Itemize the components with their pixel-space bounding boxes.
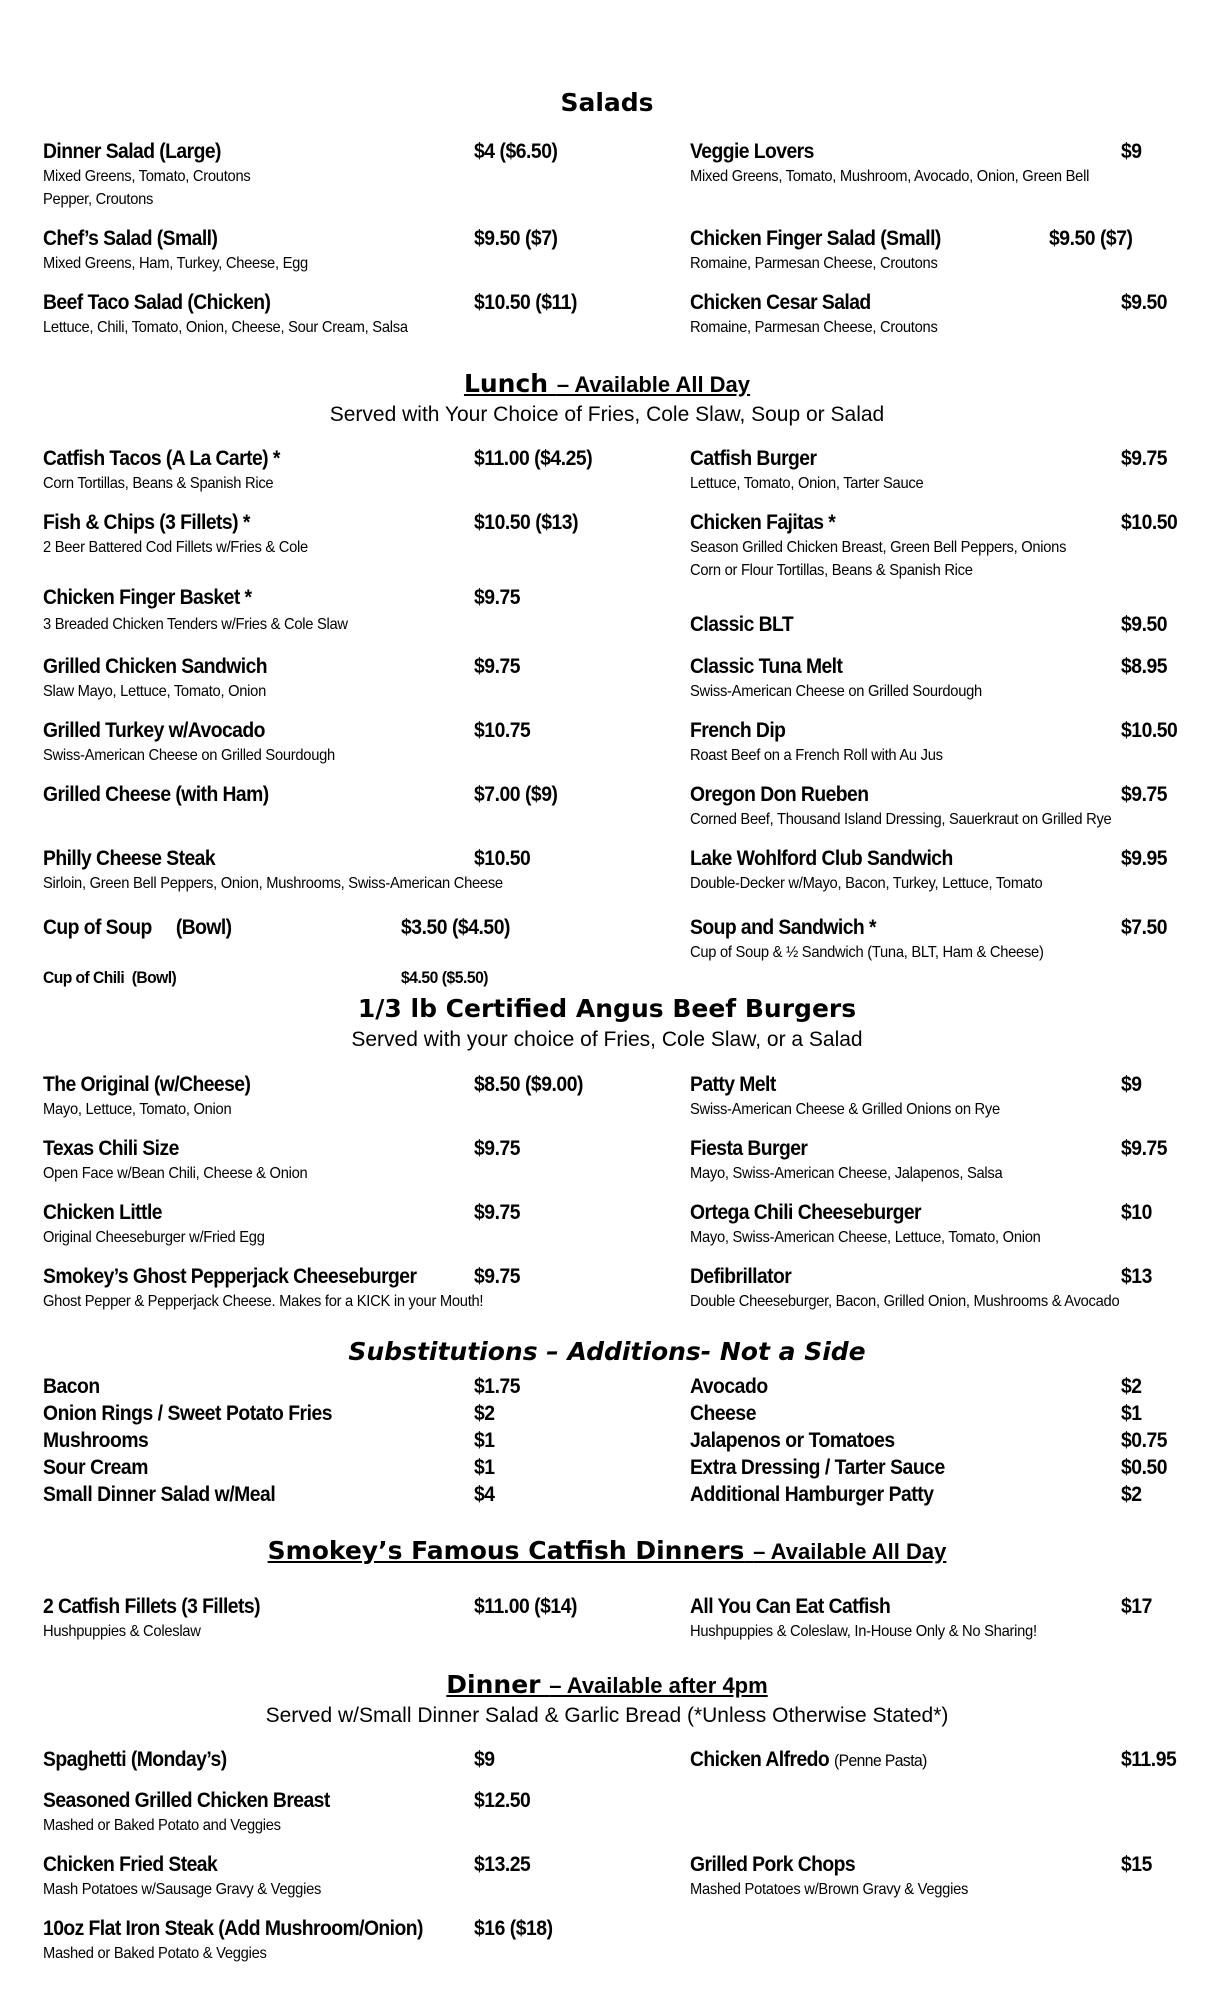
- item-price: $9.50 ($7): [1049, 227, 1133, 250]
- item-price: $10.50 ($13): [474, 511, 579, 534]
- item-name: Lake Wohlford Club Sandwich: [690, 847, 953, 870]
- item-name: Beef Taco Salad (Chicken): [43, 291, 271, 314]
- item-price: $12.50: [474, 1789, 531, 1812]
- sub-price: $1: [474, 1429, 495, 1452]
- menu-item-grilled-chicken-sandwich: [43, 654, 287, 703]
- item-name: Chicken Little: [43, 1201, 162, 1224]
- item-price: $9: [1121, 140, 1142, 163]
- menu-item-grilled-turkey-avocado: [43, 718, 360, 767]
- sub-price: $2: [1121, 1375, 1142, 1398]
- item-name: Chicken Finger Basket *: [43, 586, 252, 609]
- item-desc: Roast Beef on a French Roll with Au Jus: [690, 747, 943, 764]
- item-price: $17: [1121, 1595, 1152, 1618]
- item-name: French Dip: [690, 719, 786, 742]
- item-name: [690, 1747, 927, 1774]
- item-price: $7.50: [1121, 916, 1168, 939]
- item-price: $9.95: [1121, 847, 1168, 870]
- item-name: Seasoned Grilled Chicken Breast: [43, 1789, 330, 1812]
- item-price: $9.75: [474, 1265, 521, 1288]
- item-name: Spaghetti (Monday’s): [43, 1748, 227, 1771]
- menu-item-oregon-don-rueben: [690, 782, 1148, 831]
- menu-item-catfish-tacos: [43, 446, 300, 495]
- item-name: Cup of Chili (Bowl): [43, 968, 177, 987]
- item-desc: Hushpuppies & Coleslaw, In-House Only & No Sharing!: [690, 1623, 1037, 1640]
- sub-price: $2: [474, 1402, 495, 1425]
- menu-item-chicken-alfredo: [690, 1747, 947, 1774]
- dinner-subtitle: Served w/Small Dinner Salad & Garlic Bread (*Unless Otherwise Stated*): [265, 1704, 949, 1727]
- item-desc: Mash Potatoes w/Sausage Gravy & Veggies: [43, 1881, 322, 1898]
- item-name: 10oz Flat Iron Steak (Add Mushroom/Onion): [43, 1917, 423, 1940]
- sub-price: $1: [1121, 1402, 1142, 1425]
- item-desc: Lettuce, Tomato, Onion, Tarter Sauce: [690, 475, 924, 492]
- item-price: $11.00 ($4.25): [474, 447, 593, 470]
- menu-item-grilled-cheese: [43, 782, 288, 808]
- menu-item-chicken-cesar-salad: [690, 290, 959, 339]
- item-desc: Swiss-American Cheese on Grilled Sourdough: [690, 683, 982, 700]
- item-name: Chicken Fried Steak: [43, 1853, 218, 1876]
- menu-item-french-dip: [690, 718, 965, 767]
- menu-item-lake-wohlford-club: [690, 846, 1073, 895]
- item-price: $7.00 ($9): [474, 783, 558, 806]
- item-name: Catfish Burger: [690, 447, 817, 470]
- item-price: $9.50: [1121, 291, 1168, 314]
- menu-item-defibrillator: [690, 1264, 1157, 1313]
- item-price: $9.75: [474, 1137, 521, 1160]
- item-desc: Mayo, Lettuce, Tomato, Onion: [43, 1101, 232, 1118]
- item-name: Soup and Sandwich *: [690, 916, 876, 939]
- item-price: $9.75: [474, 586, 521, 609]
- menu-item-grilled-pork-chops: [690, 1852, 992, 1901]
- item-desc: Slaw Mayo, Lettuce, Tomato, Onion: [43, 683, 266, 700]
- menu-item-catfish-fillets: [43, 1594, 279, 1643]
- item-name: Ortega Chili Cheeseburger: [690, 1201, 921, 1224]
- item-name: Philly Cheese Steak: [43, 847, 216, 870]
- item-name: Catfish Tacos (A La Carte) *: [43, 447, 280, 470]
- sub-price: $1: [474, 1456, 495, 1479]
- substitutions-heading: Substitutions – Additions- Not a Side: [348, 1337, 866, 1366]
- catfish-title: Smokey’s Famous Catfish Dinners: [267, 1536, 745, 1565]
- item-desc: Pepper, Croutons: [43, 191, 154, 208]
- item-price: $9.50 ($7): [474, 227, 558, 250]
- item-name: Dinner Salad (Large): [43, 140, 221, 163]
- item-name: Oregon Don Rueben: [690, 783, 869, 806]
- item-name: Cup of Soup (Bowl): [43, 916, 232, 939]
- item-price: $10: [1121, 1201, 1152, 1224]
- sub-name: Avocado: [690, 1375, 768, 1398]
- menu-item-ghost-pepperjack: [43, 1264, 522, 1313]
- item-desc: Mashed or Baked Potato & Veggies: [43, 1945, 267, 1962]
- sub-name: Additional Hamburger Patty: [690, 1483, 934, 1506]
- menu-item-grilled-chicken-breast: [43, 1788, 355, 1837]
- item-desc: Romaine, Parmesan Cheese, Croutons: [690, 319, 938, 336]
- menu-item-chicken-little: [43, 1200, 284, 1249]
- item-price: $9.75: [1121, 1137, 1168, 1160]
- item-name: Smokey’s Ghost Pepperjack Cheeseburger: [43, 1265, 417, 1288]
- item-price: $3.50 ($4.50): [401, 916, 510, 939]
- sub-name: Sour Cream: [43, 1456, 148, 1479]
- sub-name: Cheese: [690, 1402, 756, 1425]
- sub-name: Bacon: [43, 1375, 100, 1398]
- item-desc: Ghost Pepper & Pepperjack Cheese. Makes for a KICK in your Mouth!: [43, 1293, 484, 1310]
- menu-item-chefs-salad: [43, 226, 331, 275]
- item-desc: Hushpuppies & Coleslaw: [43, 1623, 201, 1640]
- item-desc: Open Face w/Bean Chili, Cheese & Onion: [43, 1165, 308, 1182]
- item-name: Veggie Lovers: [690, 140, 814, 163]
- menu-item-all-you-can-eat-catfish: [690, 1594, 1067, 1643]
- item-name: Chef’s Salad (Small): [43, 227, 218, 250]
- menu-item-soup-and-sandwich: [690, 915, 1074, 964]
- menu-item-chicken-fried-steak: [43, 1852, 345, 1901]
- item-name: Grilled Turkey w/Avocado: [43, 719, 265, 742]
- sub-price: $0.75: [1121, 1429, 1168, 1452]
- item-desc: Corned Beef, Thousand Island Dressing, Sauerkraut on Grilled Rye: [690, 811, 1112, 828]
- menu-item-ortega-chili-cheeseburger: [690, 1200, 1071, 1249]
- menu-item-dinner-salad: [43, 139, 268, 211]
- item-name: Classic BLT: [690, 613, 794, 636]
- item-price: $10.75: [474, 719, 531, 742]
- catfish-availability: – Available All Day: [753, 1539, 947, 1564]
- menu-item-catfish-burger: [690, 446, 944, 495]
- menu-item-cup-of-chili: [43, 965, 188, 991]
- menu-item-fish-chips: [43, 510, 331, 559]
- item-desc: Mixed Greens, Tomato, Mushroom, Avocado, Onion, Green Bell: [690, 168, 1090, 185]
- sub-name: Mushrooms: [43, 1429, 149, 1452]
- item-price: $15: [1121, 1853, 1152, 1876]
- lunch-heading: [0, 369, 1214, 398]
- item-price: $16 ($18): [474, 1917, 553, 1940]
- item-name: Classic Tuna Melt: [690, 655, 843, 678]
- item-price: $9.50: [1121, 613, 1168, 636]
- item-name: The Original (w/Cheese): [43, 1073, 251, 1096]
- lunch-availability: – Available All Day: [556, 372, 751, 397]
- menu-item-the-original: [43, 1072, 268, 1121]
- item-price: $10.50: [1121, 511, 1178, 534]
- item-desc: Mashed or Baked Potato and Veggies: [43, 1817, 281, 1834]
- item-price: $9.75: [474, 655, 521, 678]
- item-name: Chicken Finger Salad (Small): [690, 227, 941, 250]
- sub-name: Jalapenos or Tomatoes: [690, 1429, 895, 1452]
- burgers-heading: 1/3 lb Certified Angus Beef Burgers: [357, 994, 857, 1023]
- menu-item-chicken-fajitas: [690, 510, 1099, 582]
- menu-item-chicken-finger-basket: [43, 585, 374, 636]
- item-name: 2 Catfish Fillets (3 Fillets): [43, 1595, 260, 1618]
- lunch-title: Lunch: [463, 369, 549, 398]
- menu-item-veggie-lovers: [690, 139, 1124, 188]
- menu-item-spaghetti: [43, 1747, 243, 1773]
- sub-name: Onion Rings / Sweet Potato Fries: [43, 1402, 333, 1425]
- lunch-subtitle: Served with Your Choice of Fries, Cole Slaw, Soup or Salad: [329, 403, 885, 426]
- item-desc: 3 Breaded Chicken Tenders w/Fries & Cole Slaw: [43, 616, 348, 633]
- item-desc: Mashed Potatoes w/Brown Gravy & Veggies: [690, 1881, 969, 1898]
- sub-name: Extra Dressing / Tarter Sauce: [690, 1456, 945, 1479]
- item-name: All You Can Eat Catfish: [690, 1595, 891, 1618]
- menu-item-fiesta-burger: [690, 1136, 1030, 1185]
- item-desc: Mixed Greens, Tomato, Croutons: [43, 168, 251, 185]
- item-name: Texas Chili Size: [43, 1137, 179, 1160]
- menu-item-beef-taco-salad: [43, 290, 439, 339]
- item-desc: Cup of Soup & ½ Sandwich (Tuna, BLT, Ham & Cheese): [690, 944, 1044, 961]
- item-price: $10.50: [474, 847, 531, 870]
- item-name: Grilled Chicken Sandwich: [43, 655, 268, 678]
- item-name: Chicken Cesar Salad: [690, 291, 871, 314]
- dinner-heading: [0, 1670, 1214, 1699]
- sub-price: $1.75: [474, 1375, 521, 1398]
- salads-heading: Salads: [560, 88, 654, 117]
- item-price: $4 ($6.50): [474, 140, 558, 163]
- item-desc: Swiss-American Cheese & Grilled Onions on Rye: [690, 1101, 1000, 1118]
- item-name-text: Chicken Alfredo: [690, 1748, 830, 1771]
- dinner-availability: – Available after 4pm: [549, 1673, 768, 1698]
- menu-item-flat-iron-steak: [43, 1916, 456, 1965]
- item-price: $11.00 ($14): [474, 1595, 577, 1618]
- item-price: $11.95: [1121, 1748, 1177, 1771]
- dinner-title: Dinner: [446, 1670, 541, 1699]
- menu-item-texas-chili-size: [43, 1136, 330, 1185]
- item-price: $8.95: [1121, 655, 1168, 678]
- item-desc: Sirloin, Green Bell Peppers, Onion, Mushrooms, Swiss-American Cheese: [43, 875, 503, 892]
- item-desc: 2 Beer Battered Cod Fillets w/Fries & Cole: [43, 539, 308, 556]
- item-name: Defibrillator: [690, 1265, 792, 1288]
- item-desc: Double Cheeseburger, Bacon, Grilled Onion, Mushrooms & Avocado: [690, 1293, 1120, 1310]
- item-price: $13: [1121, 1265, 1152, 1288]
- item-price: $9.75: [1121, 783, 1168, 806]
- item-desc: Romaine, Parmesan Cheese, Croutons: [690, 255, 938, 272]
- item-price: $4.50 ($5.50): [401, 968, 489, 987]
- sub-price: $4: [474, 1483, 495, 1506]
- item-price: $9: [474, 1748, 495, 1771]
- item-name: Chicken Fajitas *: [690, 511, 836, 534]
- item-desc: Mayo, Swiss-American Cheese, Lettuce, Tomato, Onion: [690, 1229, 1041, 1246]
- menu-item-cup-of-soup: [43, 915, 248, 941]
- item-name: Grilled Pork Chops: [690, 1853, 856, 1876]
- menu-item-classic-tuna-melt: [690, 654, 1007, 703]
- item-desc: Mayo, Swiss-American Cheese, Jalapenos, Salsa: [690, 1165, 1003, 1182]
- item-desc: Original Cheeseburger w/Fried Egg: [43, 1229, 265, 1246]
- item-name: Patty Melt: [690, 1073, 776, 1096]
- item-desc: Corn Tortillas, Beans & Spanish Rice: [43, 475, 274, 492]
- item-price: $10.50: [1121, 719, 1178, 742]
- item-desc: Lettuce, Chili, Tomato, Onion, Cheese, Sour Cream, Salsa: [43, 319, 408, 336]
- item-price: $13.25: [474, 1853, 531, 1876]
- item-desc: Double-Decker w/Mayo, Bacon, Turkey, Lettuce, Tomato: [690, 875, 1043, 892]
- item-desc: Mixed Greens, Ham, Turkey, Cheese, Egg: [43, 255, 308, 272]
- menu-item-classic-blt: [690, 612, 802, 638]
- sub-price: $2: [1121, 1483, 1142, 1506]
- catfish-heading: [0, 1536, 1214, 1565]
- item-price: $9.75: [1121, 447, 1168, 470]
- item-desc: Season Grilled Chicken Breast, Green Bell Peppers, Onions: [690, 539, 1067, 556]
- menu-item-chicken-finger-salad: [690, 226, 963, 275]
- item-name: Grilled Cheese (with Ham): [43, 783, 269, 806]
- item-price: $8.50 ($9.00): [474, 1073, 583, 1096]
- item-desc: Corn or Flour Tortillas, Beans & Spanish Rice: [690, 562, 973, 579]
- item-name: Fiesta Burger: [690, 1137, 808, 1160]
- item-name: Fish & Chips (3 Fillets) *: [43, 511, 250, 534]
- item-note: (Penne Pasta): [833, 1751, 927, 1770]
- sub-price: $0.50: [1121, 1456, 1168, 1479]
- item-price: $9.75: [474, 1201, 521, 1224]
- menu-item-philly-cheese-steak: [43, 846, 543, 895]
- item-desc: Swiss-American Cheese on Grilled Sourdough: [43, 747, 335, 764]
- burgers-subtitle: Served with your choice of Fries, Cole Slaw, or a Salad: [351, 1028, 863, 1051]
- item-price: $10.50 ($11): [474, 291, 577, 314]
- menu-item-patty-melt: [690, 1072, 1027, 1121]
- item-price: $9: [1121, 1073, 1142, 1096]
- sub-name: Small Dinner Salad w/Meal: [43, 1483, 276, 1506]
